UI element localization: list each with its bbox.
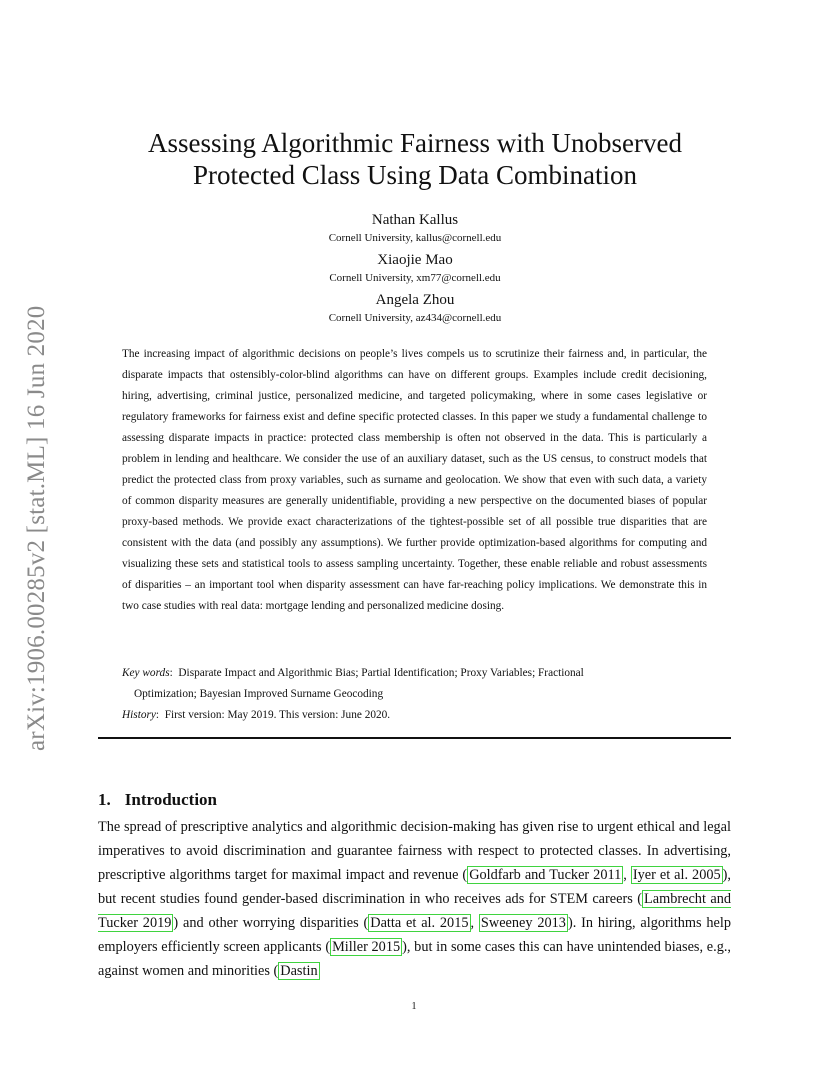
- author-2: [100, 251, 730, 285]
- author-name: Xiaojie Mao: [377, 252, 453, 268]
- section-number: 1.: [98, 790, 111, 809]
- arxiv-identifier-stamp: arXiv:1906.00285v2 [stat.ML] 16 Jun 2020: [23, 305, 50, 751]
- author-affiliation: Cornell University, xm77@cornell.edu: [329, 272, 501, 284]
- history-label: History: [122, 709, 156, 721]
- citation-link-lambrecht-tucker[interactable]: Lambrecht and Tucker 2019: [98, 891, 731, 931]
- keywords-line-1: Disparate Impact and Algorithmic Bias; Partial Identification; Proxy Variables; Fractional: [178, 667, 584, 679]
- citation-link-iyer[interactable]: Iyer et al. 2005: [632, 867, 721, 883]
- abstract: The increasing impact of algorithmic decisions on people’s lives compels us to scrutinize their fairness and, in particular, the disparate impacts that ostensibly-color-blind algorithms can have on different groups. Examples include credit decisioning, hiring, advertising, criminal justice, personalized medicine, and targeted policymaking, where in some cases legislative or regulatory frameworks for fairness exist and define specific protected classes. In this paper we study a fundamental challenge to assessing disparate impacts in practice: protected class membership is often not observed in the data. This is particularly a problem in lending and healthcare. We consider the use of an auxiliary dataset, such as the US census, to construct models that predict the protected class from proxy variables, such as surname and geolocation. We show that even with such data, a variety of common disparity measures are generally unidentifiable, providing a new perspective on the documented biases of popular proxy-based methods. We provide exact characterizations of the tightest-possible set of all possible true disparities that are consistent with the data (and possibly any assumptions). We further provide optimization-based algorithms for computing and visualizing these sets and statistical tools to assess sampling uncertainty. Together, these enable reliable and robust assessments of disparities – an important tool when disparity assessment can have far-reaching policy implications. We demonstrate this in two case studies with real data: mortgage lending and personalized medicine dosing.: [122, 348, 707, 612]
- intro-text-5: ), but in some cases this can have unintended biases, e.g., against women and minorities (: [98, 939, 731, 979]
- citation-link-miller[interactable]: Miller 2015: [332, 939, 401, 955]
- history-text: First version: May 2019. This version: June 2020.: [164, 709, 391, 721]
- introduction-paragraph: [98, 815, 731, 983]
- author-affiliation: Cornell University, kallus@cornell.edu: [328, 232, 502, 244]
- paper-metadata: [122, 663, 707, 726]
- author-3: [100, 291, 730, 325]
- author-affiliation: Cornell University, az434@cornell.edu: [328, 312, 502, 324]
- intro-separator-1: ,: [623, 867, 631, 883]
- author-1: [100, 211, 730, 245]
- intro-separator-2: ,: [470, 915, 479, 931]
- intro-text-3: ) and other worrying disparities (: [173, 915, 369, 931]
- author-name: Angela Zhou: [375, 292, 455, 308]
- citation-link-datta[interactable]: Datta et al. 2015: [370, 915, 469, 931]
- page-number: 1: [411, 1001, 417, 1012]
- intro-text-4: ). In hiring, algorithms help employers efficiently screen applicants (: [98, 915, 731, 955]
- author-name: Nathan Kallus: [371, 212, 459, 228]
- paper-title: [100, 127, 730, 191]
- section-title: Introduction: [124, 790, 218, 809]
- intro-text-1: The spread of prescriptive analytics and algorithmic decision-making has given rise to urgent ethical and legal imperatives to avoid discrimination and guarantee fairness with respect to protected classes. In advertising, prescriptive algorithms target for maximal impact and revenue (: [98, 819, 731, 883]
- keywords-label: Key words: [122, 667, 170, 679]
- citation-link-sweeney[interactable]: Sweeney 2013: [480, 915, 566, 931]
- history: History: First version: May 2019. This version: June 2020.: [122, 709, 391, 721]
- keywords-continued: [122, 684, 707, 705]
- keywords: Key words: Disparate Impact and Algorithmic Bias; Partial Identification; Proxy Variables; Fractional: [122, 667, 584, 679]
- citation-link-goldfarb-tucker[interactable]: Goldfarb and Tucker 2011: [469, 867, 622, 883]
- title-line-2: Protected Class Using Data Combination: [193, 160, 637, 190]
- keywords-line-2: Optimization; Bayesian Improved Surname Geocoding: [134, 688, 384, 700]
- citation-link-dastin[interactable]: Dastin: [280, 963, 318, 979]
- section-divider: [98, 737, 731, 739]
- title-line-1: Assessing Algorithmic Fairness with Unobserved: [148, 128, 682, 158]
- intro-text-2: ), but recent studies found gender-based discrimination in who receives ads for STEM careers (: [98, 867, 731, 907]
- section-heading-introduction: [98, 789, 217, 811]
